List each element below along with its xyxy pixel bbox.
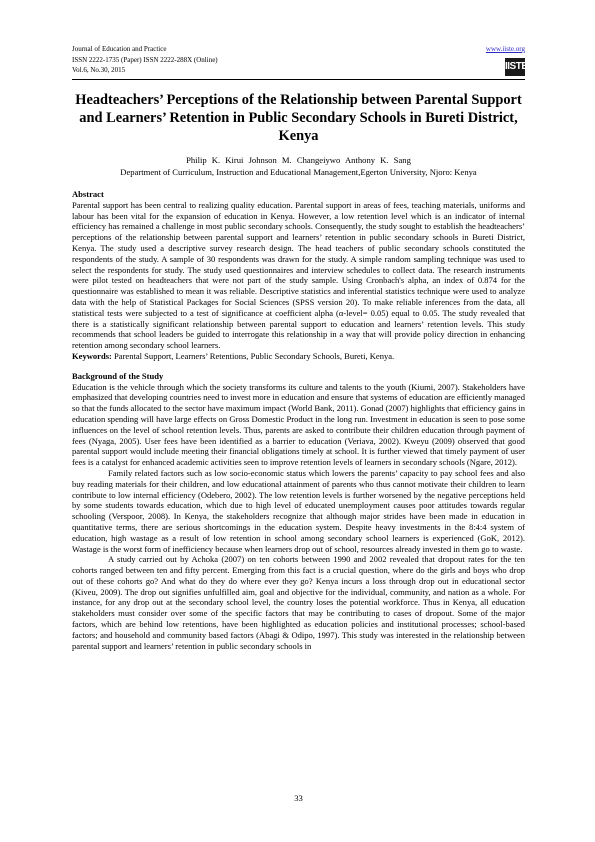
background-paragraph: Family related factors such as low socio-economic status which lowers the parents’ capacity to pay school fees and also buy reading materials for their children, and low educational attainment of parents who thus cannot motivate their children to learn contribute to low internal efficiency (Odebero, 2002). The low retention levels is further worsened by the negative perceptions held by some students towards education, which due to high level of educated unemployment causes poor attitudes towards regular schooling (Verspoor, 2008). In Kenya, the stakeholders recognize that although major strides have been made in education in quantitative terms, there are serious shortcomings in the education system. Despite heavy investments in the 8:4:4 system of education, high wastage as a result of low retention in school among secondary school learners is experienced (GoK, 2012). Wastage is the worst form of inefficiency because when learners drop out of school, resources already invested in them go to waste. [72,467,525,554]
header-divider [72,79,525,80]
page-number: 33 [294,793,303,803]
keywords-label: Keywords: [72,350,112,361]
volume-line: Vol.6, No.30, 2015 [72,66,126,74]
journal-name: Journal of Education and Practice [72,45,167,53]
journal-header [72,44,525,76]
keywords-text: Parental Support, Learners’ Retentions, Public Secondary Schools, Bureti, Kenya. [111,350,395,361]
paper-body [72,189,525,651]
background-heading: Background of the Study [72,370,164,381]
iiste-logo: IISTE [505,58,525,76]
abstract-heading: Abstract [72,189,104,199]
author-affiliation: Department of Curriculum, Instruction and Educational Management,Egerton University, Njoro: Kenya [120,167,477,177]
keywords-line [72,351,525,362]
journal-url-link[interactable]: www.iiste.org [485,45,525,53]
abstract-text: Parental support has been central to realizing quality education. Parental support in areas of fees, teaching materials, uniforms and labour has been vital for the expansion of education in Kenya. However, a low retention level which is an indicator of internal efficiency has remained a challenge in most public secondary schools. Consequently, the study sought to establish the headteachers’ perceptions of the relationship between parental support and learners’ retention in public secondary schools in Bureti District, Kenya. The study used a descriptive survey research design. The head teachers of public secondary schools constituted the respondents of the study. A sample of 30 respondents was drawn for the study. A simple random sampling technique was used to select the respondents for study. The study used questionnaires and interview schedules to collect data. The research instruments were pilot tested on headteachers that were not part of the study sample. Using Cronbach's alpha, an index of 0.874 for the questionnaire was established to mean it was reliable. Descriptive statistics and inferential statistics technique were used to analyze data with the help of Statistical Packages for Social Sciences (SPSS version 20). To make reliable inferences from the data, all statistical tests were subjected to a test of significance at coefficient alpha (α-level= 0.05) equal to 0.05. The study revealed that there is a statistically significant relationship between parental support to education and learners’ retention levels. This study recommends that school leaders be guided to interrogate this relationship in a way that will provide policy direction in enhancing retention among secondary school learners. [72,199,525,351]
paper-title: Headteachers’ Perceptions of the Relationship between Parental Support and Learners’ Retention in Public Secondary Schools in Bureti District, Kenya [75,92,522,144]
author-list: Philip K. Kirui Johnson M. Changeiywo Anthony K. Sang [186,155,411,165]
background-paragraph: Education is the vehicle through which the society transforms its culture and talents to the youth (Kiumi, 2007). Stakeholders have emphasized that developing countries need to invest more in education and ensure that systems of education are efficiently managed so that the funds allocated to the sector have maximum impact (World Bank, 2011). Gonad (2007) highlights that efficiency gains in education spending will have large effects on Gross Domestic Product in the long run. Investment in education is seen to pose some influences on the level of school retention levels. Thus, parents are asked to contribute their children education through payment of fees (Nyaga, 2005). User fees have been identified as a barrier to education (Veriava, 2002). Kweyu (2009) observed that good parental support would include meeting their financial obligations timely at school. It is further viewed that timely payment of user fees is a catalyst for enhanced academic activities seen to improve retention levels of learners in secondary schools (Ngare, 2012). [72,381,525,468]
issn-line: ISSN 2222-1735 (Paper) ISSN 2222-288X (Online) [72,55,218,64]
background-paragraph: A study carried out by Achoka (2007) on ten cohorts between 1990 and 2002 revealed that dropout rates for the ten cohorts ranged between ten and fifty percent. Emerging from this fact is a crucial question, where do the girls and boys who drop out of these cohorts go? And what do they do where ever they go? Kenya incurs a loss through drop out in educational sector (Kiveu, 2009). The drop out signifies unfulfilled aim, goal and objective for the individual, community, and nation as a whole. For instance, for any drop out at the secondary school level, the country loses the potential workforce. Thus in Kenya, all education stakeholders must consider over some of the specific factors that may be contributing to cases of dropout. Some of the major factors, which are behind low retentions, have been highlighted as education policies and institutional processes; school-based factors; and household and community based factors (Abagi & Odipo, 1997). This study was interested in the relationship between parental support and learners’ retention in public secondary schools in [72,554,525,651]
